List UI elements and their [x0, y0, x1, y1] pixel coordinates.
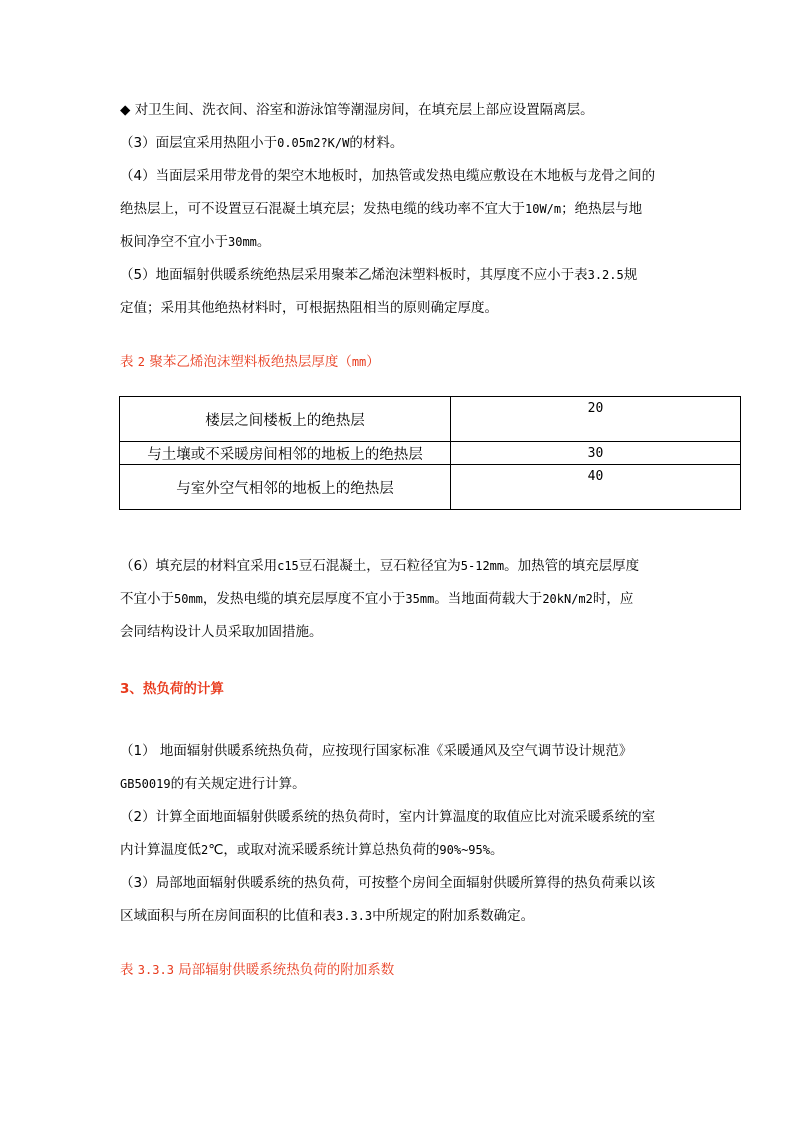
- table-cell-value: 30: [451, 442, 741, 465]
- table-cell-value: 20: [451, 397, 741, 442]
- bullet-icon: ◆: [120, 102, 131, 118]
- section3-heading: 3、热负荷的计算: [120, 681, 224, 697]
- table-cell-label: 与室外空气相邻的地板上的绝热层: [120, 465, 451, 510]
- table-row: [120, 397, 741, 442]
- s3-p1-line2: GB50019的有关规定进行计算。: [120, 776, 306, 792]
- intro-block: [120, 94, 680, 325]
- s3-p1-line1: （1） 地面辐射供暖系统热负荷，应按现行国家标准《采暖通风及空气调节设计规范》: [120, 743, 633, 759]
- item4-line1: （4）当面层采用带龙骨的架空木地板时，加热管或发热电缆应敷设在木地板与龙骨之间的: [120, 168, 656, 184]
- table333-caption: 表 3.3.3 局部辐射供暖系统热负荷的附加系数: [120, 962, 395, 978]
- table-cell-label: 楼层之间楼板上的绝热层: [120, 397, 451, 442]
- item6-block: [120, 550, 680, 649]
- item4-line3: 板间净空不宜小于30mm。: [120, 234, 271, 250]
- s3-p2-line1: （2）计算全面地面辐射供暖系统的热负荷时，室内计算温度的取值应比对流采暖系统的室: [120, 809, 656, 825]
- item4-line2: 绝热层上，可不设置豆石混凝土填充层；发热电缆的线功率不宜大于10W/m；绝热层与地: [120, 201, 643, 217]
- item5-line1: （5）地面辐射供暖系统绝热层采用聚苯乙烯泡沫塑料板时，其厚度不应小于表3.2.5规: [120, 267, 638, 283]
- item6-line3: 会同结构设计人员采取加固措施。: [120, 624, 323, 640]
- item3-line: （3）面层宜采用热阻小于0.05m2?K/W的材料。: [120, 135, 404, 151]
- s3-p3-line2: 区域面积与所在房间面积的比值和表3.3.3中所规定的附加系数确定。: [120, 908, 535, 924]
- s3-p3-line1: （3）局部地面辐射供暖系统的热负荷，可按整个房间全面辐射供暖所算得的热负荷乘以该: [120, 875, 656, 891]
- table-cell-label: 与土壤或不采暖房间相邻的地板上的绝热层: [120, 442, 451, 465]
- bullet-line: ◆ 对卫生间、洗衣间、浴室和游泳馆等潮湿房间，在填充层上部应设置隔离层。: [120, 102, 594, 118]
- table-row: [120, 442, 741, 465]
- table-row: [120, 465, 741, 510]
- table2-caption: 表 2 聚苯乙烯泡沫塑料板绝热层厚度（mm）: [120, 354, 380, 370]
- insulation-thickness-table: [119, 396, 741, 510]
- section3-body: [120, 735, 680, 933]
- table-cell-value: 40: [451, 465, 741, 510]
- s3-p2-line2: 内计算温度低2℃，或取对流采暖系统计算总热负荷的90%~95%。: [120, 842, 504, 858]
- item5-line2: 定值；采用其他绝热材料时，可根据热阻相当的原则确定厚度。: [120, 300, 498, 316]
- item6-line1: （6）填充层的材料宜采用c15豆石混凝土，豆石粒径宜为5-12mm。加热管的填充层厚度: [120, 558, 640, 574]
- item6-line2: 不宜小于50mm，发热电缆的填充层厚度不宜小于35mm。当地面荷载大于20kN/m2时，应: [120, 591, 634, 607]
